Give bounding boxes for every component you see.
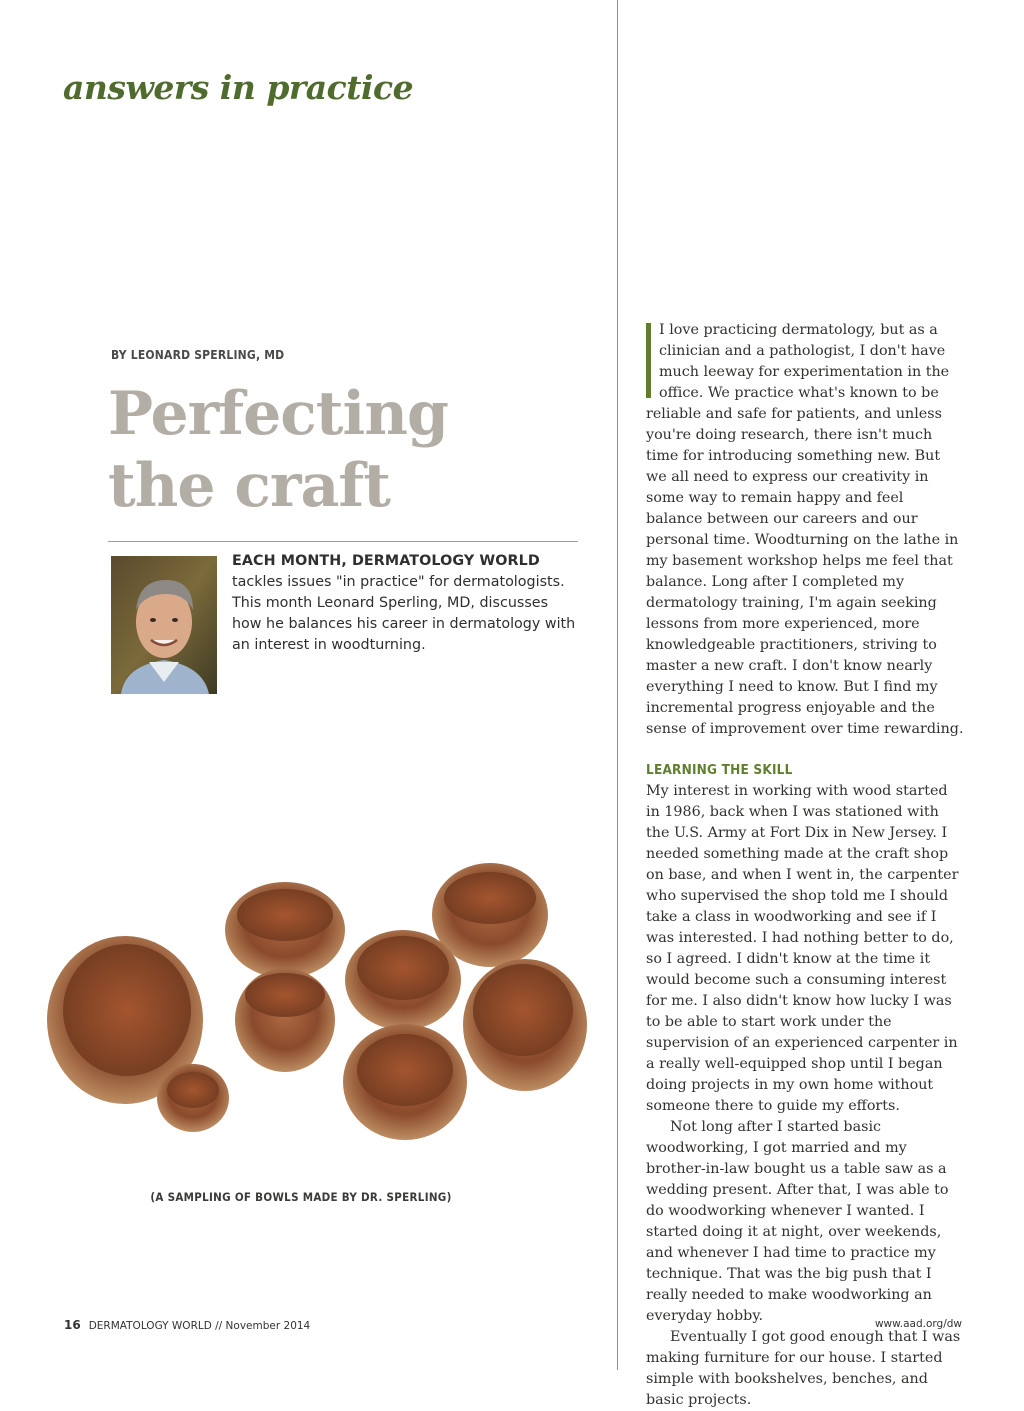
headline [108, 378, 578, 522]
intro-text: tackles issues "in practice" for dermatologists. This month Leonard Sperling, MD, discusses how he balances his career in dermatology with an interest in woodturning. [232, 574, 576, 653]
bowl-far-right [463, 959, 587, 1091]
bowl-top-center [225, 882, 345, 978]
footer-left [64, 1318, 310, 1332]
intro-lead: EACH MONTH, DERMATOLOGY WORLD [232, 553, 540, 569]
section-title: answers in practice [63, 68, 414, 107]
paragraph-3: Not long after I started basic woodworking, I got married and my brother-in-law bought us a table saw as a wedding present. After that, I was able to do woodworking whenever I wanted. I started doing it at night, over weekends, and whenever I had time to practice my technique. That was the big push that I really needed to make woodworking an everyday hobby. [646, 1119, 949, 1324]
photo-caption: (A SAMPLING OF BOWLS MADE BY DR. SPERLING) [150, 1190, 452, 1204]
headline-line-1: Perfecting [108, 379, 448, 449]
byline: BY LEONARD SPERLING, MD [111, 348, 285, 362]
column-divider [617, 0, 618, 1370]
bowl-small [157, 1064, 229, 1132]
paragraph-1 [646, 320, 964, 740]
author-portrait [111, 556, 217, 694]
bowl-middle-right [345, 930, 461, 1030]
paragraph-1-text: I love practicing dermatology, but as a clinician and a pathologist, I don't have much leeway for experimentation in the office. We practice what's known to be reliable and safe for patients, and unless you're doing research, there isn't much time for introducing something new. But we all need to express our creativity in some way to remain happy and feel balance between our careers and our personal time. Woodturning on the lathe in my basement workshop helps me feel that balance. Long after I completed my dermatology training, I'm again seeking lessons from more experienced, more knowledgeable practitioners, striving to master a new craft. I don't know nearly everything I need to know. But I find my incremental progress enjoyable and the sense of improvement over time rewarding. [646, 322, 964, 737]
drop-cap-bar [646, 323, 651, 398]
headline-line-2: the craft [108, 451, 390, 521]
publication-info: DERMATOLOGY WORLD // November 2014 [88, 1320, 311, 1332]
bowl-lower-center [343, 1024, 467, 1140]
bowl-center [235, 968, 335, 1072]
footer-url: www.aad.org/dw [874, 1318, 962, 1330]
body-column [646, 320, 964, 1411]
paragraph-4: Eventually I got good enough that I was making furniture for our house. I started simple with bookshelves, benches, and basic projects. [646, 1329, 961, 1408]
intro-paragraph [232, 551, 582, 656]
paragraph-2: My interest in working with wood started in 1986, back when I was stationed with the U.S. Army at Fort Dix in New Jersey. I needed something made at the craft shop on base, and when I went in, the carpenter who supervised the shop told me I should take a class in woodworking and see if I was interested. I had nothing better to do, so I agreed. I didn't know at the time it would become such a consuming interest for me. I also didn't know how lucky I was to be able to start work under the supervision of an experienced carpenter in a really well-equipped shop until I began doing projects in my own home without someone there to guide my efforts. [646, 783, 959, 1114]
page-number: 16 [64, 1318, 81, 1332]
headline-rule [108, 541, 578, 542]
subhead-learning-the-skill: LEARNING THE SKILL [646, 762, 793, 778]
bowls-photo [45, 860, 595, 1150]
